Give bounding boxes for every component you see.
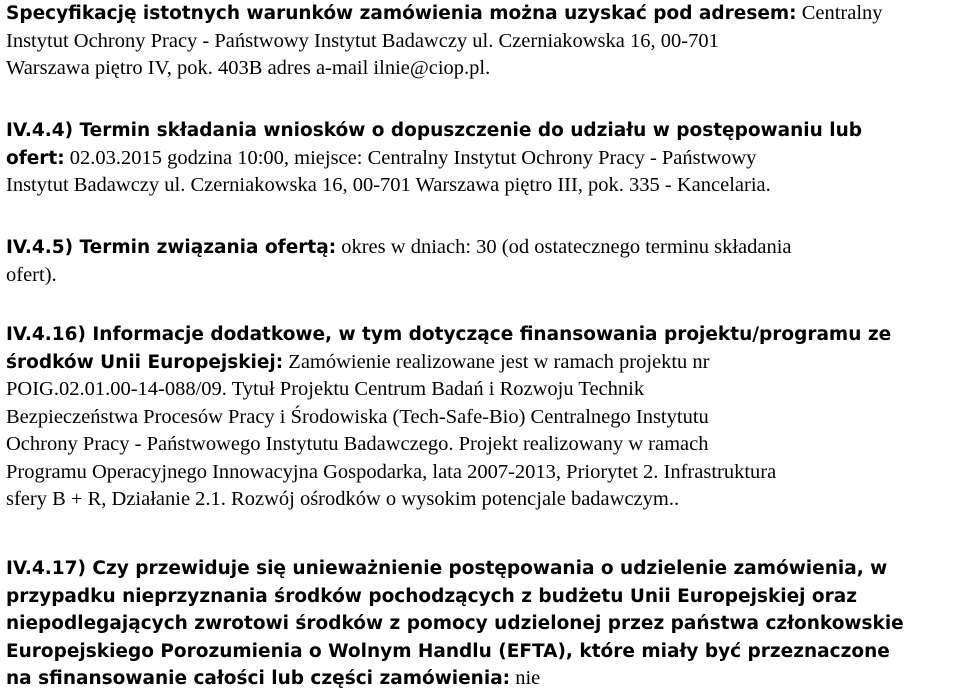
paragraph-submission-deadline (6, 117, 954, 200)
text-line: Ochrony Pracy - Państwowego Instytutu Badawczego. Projekt realizowany w ramach (6, 433, 709, 455)
text-line (6, 349, 954, 377)
section-heading: IV.4.17) Czy przewiduje się unieważnienie postępowania o udzielenie zamówienia, w (6, 558, 888, 579)
section-label: IV.4.5) Termin związania ofertą: (6, 237, 337, 258)
text-line: Instytut Ochrony Pracy - Państwowy Instytut Badawczy ul. Czerniakowska 16, 00-701 (6, 29, 719, 52)
text-line (6, 665, 954, 693)
text-line: ofert). (6, 263, 57, 286)
section-heading: IV.4.4) Termin składania wniosków o dopuszczenie do udziału w postępowaniu lub (6, 120, 863, 141)
text-segment: Centralny (796, 2, 883, 24)
text-segment: okres w dniach: 30 (od ostatecznego terminu składania (336, 236, 792, 258)
paragraph-specification-address (6, 0, 954, 83)
text-line (6, 0, 954, 28)
text-line: sfery B + R, Działanie 2.1. Rozwój ośrodków o wysokim potencjale badawczym.. (6, 488, 680, 510)
paragraph-annulment-question (6, 555, 954, 693)
section-label: na sfinansowanie całości lub części zamówienia: (6, 668, 511, 689)
text-segment: Zamówienie realizowane jest w ramach projektu nr (283, 350, 710, 373)
paragraph-additional-information (6, 321, 954, 514)
text-line: Bezpieczeństwa Procesów Pracy i Środowiska (Tech-Safe-Bio) Centralnego Instytutu (6, 405, 709, 428)
section-heading: Europejskiego Porozumienia o Wolnym Handlu (EFTA), które miały być przeznaczone (6, 640, 890, 662)
text-line: Warszawa piętro IV, pok. 403B adres a-mail ilnie@ciop.pl. (6, 57, 491, 79)
text-line: Programu Operacyjnego Innowacyjna Gospodarka, lata 2007-2013, Priorytet 2. Infrastruktura (6, 460, 777, 483)
section-heading: IV.4.16) Informacje dodatkowe, w tym dotyczące finansowania projektu/programu ze (6, 324, 892, 345)
text-line: POIG.02.01.00-14-088/09. Tytuł Projektu Centrum Badań i Rozwoju Technik (6, 378, 645, 400)
section-label: Specyfikację istotnych warunków zamówienia można uzyskać pod adresem: (6, 3, 797, 24)
section-label: środków Unii Europejskiej: (6, 351, 284, 373)
text-line: Instytut Badawczy ul. Czerniakowska 16, 00-701 Warszawa piętro III, pok. 335 - Kancelaria. (6, 174, 771, 196)
section-heading: niepodlegających zwrotowi środków z pomocy udzielonej przez państwa członkowskie (6, 613, 904, 634)
text-line (6, 234, 954, 262)
paragraph-offer-binding-period (6, 234, 954, 289)
text-segment: nie (510, 667, 541, 689)
section-heading: przypadku nieprzyznania środków pochodzących z budżetu Unii Europejskiej oraz (6, 585, 858, 607)
section-label: ofert: (6, 147, 65, 169)
text-segment: 02.03.2015 godzina 10:00, miejsce: Centralny Instytut Ochrony Pracy - Państwowy (64, 146, 757, 169)
text-line (6, 145, 954, 173)
document-page (6, 0, 954, 700)
